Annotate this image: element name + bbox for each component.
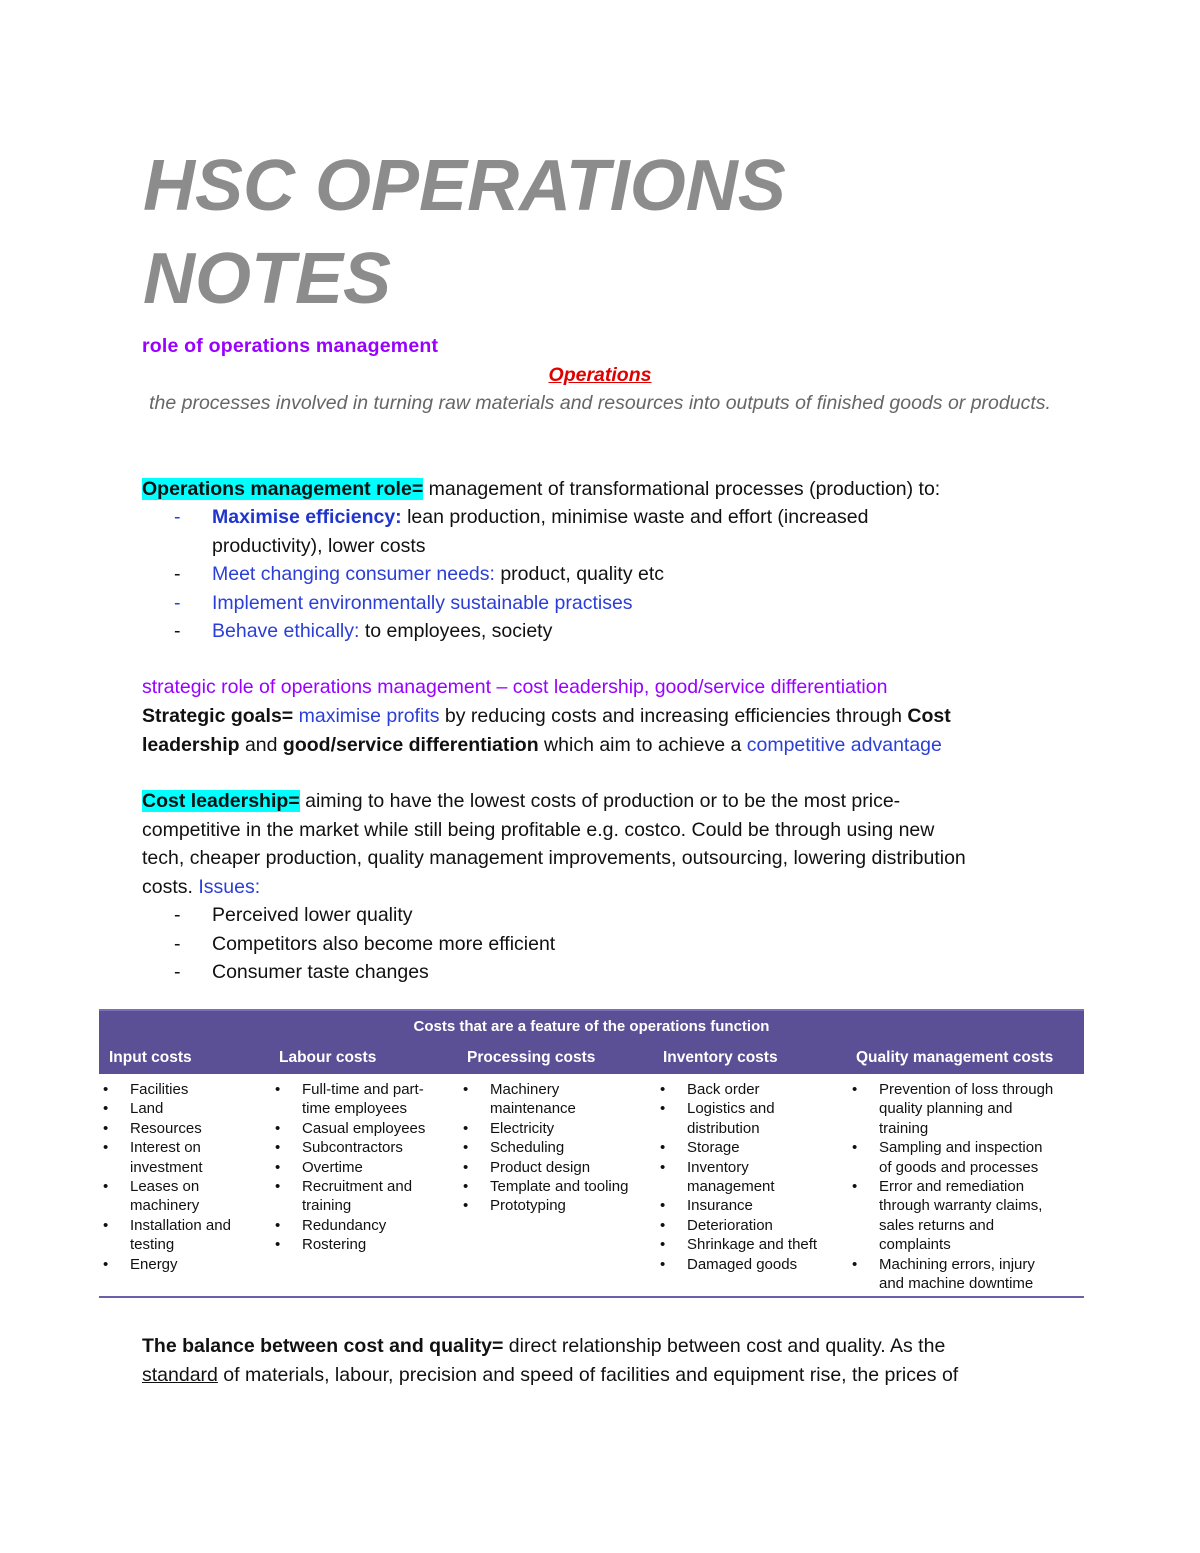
dash-bullet: -: [174, 932, 181, 955]
cell-text: Overtime: [302, 1158, 363, 1176]
cell-text: Logistics and distribution: [687, 1100, 775, 1137]
cell-text: Prevention of loss through quality planning and training: [879, 1081, 1054, 1137]
table-column: [99, 1080, 264, 1274]
table-cell-item: [848, 1255, 1084, 1294]
bullet-icon: •: [103, 1255, 109, 1273]
table-cell-item: [271, 1177, 456, 1216]
bullet-icon: •: [275, 1236, 281, 1254]
table-cell-item: [656, 1138, 846, 1157]
ops-mgmt-paragraph: [142, 475, 940, 504]
item-rest: lean production, minimise waste and effort (increased: [401, 506, 869, 528]
cell-text: Error and remediation through warranty claims, sales returns and complaints: [879, 1178, 1043, 1254]
operations-term: Operations: [548, 364, 652, 386]
bullet-icon: •: [852, 1139, 858, 1157]
table-cell-item: [99, 1216, 264, 1255]
dash-bullet: -: [174, 563, 181, 585]
bullet-icon: •: [660, 1216, 666, 1234]
bullet-icon: •: [660, 1236, 666, 1254]
table-cell-item: [271, 1138, 456, 1157]
cell-text: Prototyping: [490, 1197, 566, 1215]
costs-table: [99, 1009, 1084, 1298]
text-run: maximise profits: [298, 705, 440, 727]
table-cell-item: [99, 1138, 264, 1177]
bullet-icon: •: [103, 1178, 109, 1196]
cell-text: Casual employees: [302, 1119, 426, 1137]
table-cell-item: [848, 1080, 1084, 1138]
text-run: good/service differentiation: [282, 733, 539, 756]
title-line-1: HSC OPERATIONS: [143, 146, 786, 226]
table-cell-item: [99, 1099, 264, 1118]
table-cell-item: [459, 1196, 654, 1215]
dash-bullet: -: [174, 620, 181, 642]
cell-text: Insurance: [687, 1197, 753, 1215]
strategic-label: Strategic goals=: [142, 705, 294, 727]
text-run: competitive advantage: [746, 733, 942, 756]
list-item: [142, 560, 868, 589]
table-cell-item: [459, 1080, 654, 1119]
operations-definition: the processes involved in turning raw materials and resources into outputs of finished goods or products.: [149, 392, 1051, 414]
bullet-icon: •: [852, 1081, 858, 1098]
strategic-paragraph: [142, 702, 1062, 759]
cell-text: Machining errors, injury and machine downtime: [879, 1255, 1035, 1293]
cell-text: Redundancy: [302, 1216, 387, 1234]
bullet-icon: •: [275, 1216, 281, 1234]
cell-text: Back order: [687, 1081, 760, 1098]
text-run: aiming to have the lowest costs of production or to be the most price-: [299, 790, 901, 812]
dash-bullet: -: [174, 904, 181, 926]
text-run: which aim to achieve a: [538, 733, 747, 756]
bullet-icon: •: [103, 1081, 109, 1098]
column-header: Processing costs: [467, 1049, 596, 1066]
table-cell-item: [271, 1080, 456, 1119]
bullet-icon: •: [275, 1158, 281, 1176]
column-header: Labour costs: [279, 1049, 377, 1066]
cell-text: Deterioration: [687, 1216, 773, 1234]
table-cell-item: [271, 1158, 456, 1177]
cost-leadership-label: Cost leadership=: [142, 790, 300, 812]
list-item: [142, 901, 555, 930]
cell-text: Inventory management: [687, 1158, 775, 1196]
text-run: competitive in the market while still being profitable e.g. costco. Could be through using new: [142, 818, 935, 841]
bullet-icon: •: [660, 1255, 666, 1273]
text-run: by reducing costs and increasing efficiencies through: [439, 705, 908, 727]
bullet-icon: •: [103, 1216, 109, 1234]
table-cell-item: [848, 1177, 1084, 1255]
bullet-icon: •: [103, 1119, 109, 1137]
bullet-icon: •: [463, 1197, 469, 1215]
text-run: tech, cheaper production, quality management improvements, outsourcing, lowering distribution: [142, 847, 966, 869]
column-header: Quality management costs: [856, 1049, 1054, 1066]
bullet-icon: •: [275, 1139, 281, 1157]
text-run: and: [239, 733, 283, 756]
balance-label: The balance between cost and quality=: [142, 1335, 504, 1357]
table-cell-item: [656, 1158, 846, 1197]
table-cell-item: [459, 1119, 654, 1138]
bullet-icon: •: [660, 1139, 666, 1157]
ops-mgmt-list: [142, 503, 868, 646]
table-cell-item: [99, 1080, 264, 1099]
table-cell-item: [99, 1255, 264, 1274]
table-cell-item: [656, 1235, 846, 1254]
table-cell-item: [656, 1255, 846, 1274]
text-run: Cost: [907, 705, 951, 727]
bullet-icon: •: [275, 1119, 281, 1137]
dash-bullet: -: [174, 591, 181, 614]
table-column: [656, 1080, 846, 1274]
column-header: Inventory costs: [663, 1049, 778, 1066]
list-item: [142, 958, 555, 987]
cell-text: Shrinkage and theft: [687, 1236, 818, 1254]
issues-label: Issues:: [198, 875, 261, 898]
table-cell-item: [848, 1138, 1084, 1177]
item-lead: Maximise efficiency:: [212, 506, 402, 528]
table-title: Costs that are a feature of the operations function: [413, 1018, 770, 1035]
text-run: direct relationship between cost and quality. As the: [503, 1335, 946, 1357]
cell-text: Land: [130, 1100, 164, 1118]
list-item: [142, 589, 868, 618]
text-run: costs.: [142, 875, 199, 898]
bullet-icon: •: [103, 1100, 109, 1118]
cell-text: Sampling and inspection of goods and processes: [879, 1139, 1043, 1176]
strategic-heading: strategic role of operations management – cost leadership, good/service differentiation: [142, 676, 888, 698]
cell-text: Leases on machinery: [130, 1178, 200, 1215]
text-run: leadership: [142, 733, 240, 756]
list-item-text: Consumer taste changes: [212, 961, 429, 983]
cell-text: Subcontractors: [302, 1139, 403, 1157]
table-body: [99, 1074, 1084, 1298]
list-item: [142, 503, 868, 560]
item-rest: product, quality etc: [494, 563, 665, 585]
table-cell-item: [656, 1080, 846, 1099]
cell-text: Scheduling: [490, 1139, 565, 1157]
cell-text: Storage: [687, 1139, 740, 1157]
bullet-icon: •: [275, 1178, 281, 1196]
list-item: [142, 930, 555, 959]
ops-mgmt-label: Operations management role=: [142, 478, 424, 500]
table-cell-item: [99, 1119, 264, 1138]
cell-text: Facilities: [130, 1081, 189, 1098]
table-cell-item: [271, 1216, 456, 1235]
table-column: [271, 1080, 456, 1255]
item-lead: Implement environmentally sustainable practises: [212, 591, 633, 614]
table-cell-item: [459, 1138, 654, 1157]
ops-mgmt-text: management of transformational processes (production) to:: [423, 478, 941, 500]
table-cell-item: [271, 1235, 456, 1254]
cell-text: Full-time and part- time employees: [302, 1081, 424, 1118]
cell-text: Machinery maintenance: [490, 1081, 576, 1118]
bullet-icon: •: [463, 1178, 469, 1196]
balance-paragraph: [142, 1332, 1072, 1389]
table-cell-item: [99, 1177, 264, 1216]
bullet-icon: •: [463, 1139, 469, 1157]
bullet-icon: •: [463, 1158, 469, 1176]
dash-bullet: -: [174, 506, 181, 528]
table-cell-item: [656, 1196, 846, 1215]
column-header: Input costs: [109, 1049, 192, 1066]
table-cell-item: [656, 1099, 846, 1138]
bullet-icon: •: [660, 1158, 666, 1176]
list-item-text: Perceived lower quality: [212, 904, 413, 926]
cell-text: Template and tooling: [490, 1178, 629, 1196]
bullet-icon: •: [660, 1100, 666, 1118]
table-column: [848, 1080, 1084, 1293]
issues-list: [142, 901, 555, 987]
list-item-text: Competitors also become more efficient: [212, 932, 556, 955]
bullet-icon: •: [463, 1119, 469, 1137]
cell-text: Energy: [130, 1255, 178, 1273]
bullet-icon: •: [852, 1178, 858, 1196]
section-heading: role of operations management: [142, 335, 439, 357]
cell-text: Product design: [490, 1158, 591, 1176]
cell-text: Installation and testing: [130, 1216, 231, 1254]
bullet-icon: •: [463, 1081, 469, 1098]
item-continuation: productivity), lower costs: [212, 534, 426, 557]
item-rest: to employees, society: [359, 620, 553, 642]
cell-text: Recruitment and training: [302, 1178, 413, 1215]
table-cell-item: [271, 1119, 456, 1138]
bullet-icon: •: [660, 1197, 666, 1215]
bullet-icon: •: [852, 1255, 858, 1273]
bullet-icon: •: [275, 1081, 281, 1098]
item-lead: Behave ethically:: [212, 620, 360, 642]
document-title: [143, 140, 786, 326]
dash-bullet: -: [174, 961, 181, 983]
cell-text: Rostering: [302, 1236, 367, 1254]
cell-text: Interest on investment: [130, 1139, 203, 1176]
table-header: [99, 1009, 1084, 1074]
text-run: of materials, labour, precision and speed of facilities and equipment rise, the prices of: [217, 1363, 959, 1386]
cell-text: Damaged goods: [687, 1255, 798, 1273]
standard-term: standard: [142, 1363, 218, 1386]
table-cell-item: [459, 1177, 654, 1196]
list-item: [142, 617, 868, 646]
table-cell-item: [656, 1216, 846, 1235]
table-cell-item: [459, 1158, 654, 1177]
table-column: [459, 1080, 654, 1216]
item-lead: Meet changing consumer needs:: [212, 563, 495, 585]
title-line-2: NOTES: [143, 239, 392, 319]
bullet-icon: •: [103, 1139, 109, 1157]
bullet-icon: •: [660, 1081, 666, 1098]
cell-text: Electricity: [490, 1119, 555, 1137]
cell-text: Resources: [130, 1119, 202, 1137]
cost-leadership-paragraph: [142, 787, 1082, 901]
